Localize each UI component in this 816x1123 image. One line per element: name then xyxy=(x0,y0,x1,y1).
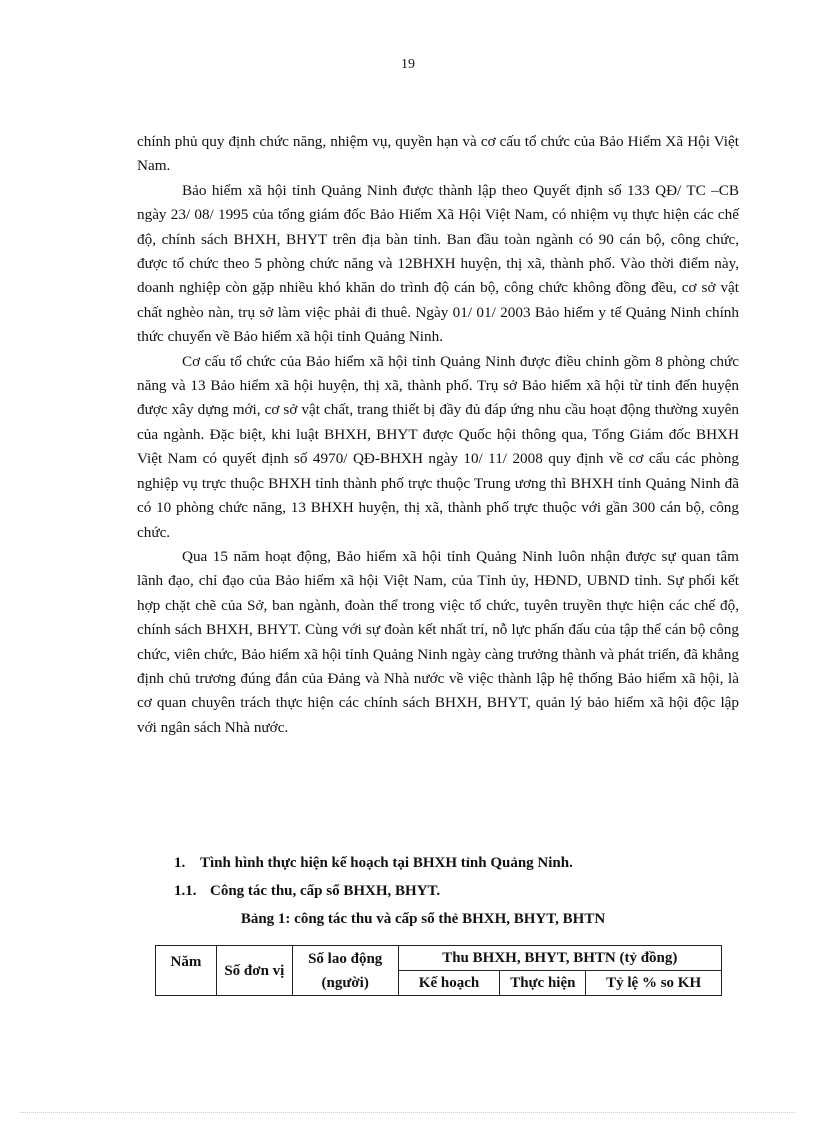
header-year: Năm xyxy=(156,946,217,996)
paragraph-organization: Cơ cấu tổ chức của Bảo hiểm xã hội tỉnh Quảng Ninh được điều chỉnh gồm 8 phòng chức năng và 13 Bảo hiểm xã hội huyện, thị xã, thành phố. Trụ sở Bảo hiểm xã hội từ tỉnh đến huyện được xây dựng mới, cơ sở vật chất, trang thiết bị đầy đủ đáp ứng nhu cầu hoạt động thường xuyên của ngành. Đặc biệt, khi luật BHXH, BHYT được Quốc hội thông qua, Tổng Giám đốc BHXH Việt Nam có quyết định số 4970/ QĐ-BHXH ngày 10/ 11/ 2008 quy định về cơ cấu các phòng nghiệp vụ trực thuộc BHXH tỉnh thành phố trực thuộc Trung ương thì BHXH tỉnh Quảng Ninh đã có 10 phòng chức năng, 13 BHXH huyện, thị xã, thành phố trực thuộc với gần 300 cán bộ, công chức. xyxy=(137,352,739,541)
header-actual: Thực hiện xyxy=(500,971,586,996)
header-workers xyxy=(292,946,398,996)
section-heading-1-text: Tình hình thực hiện kế hoạch tại BHXH tỉnh Quảng Ninh. xyxy=(200,855,573,871)
header-plan: Kế hoạch xyxy=(398,971,500,996)
collection-table xyxy=(155,945,722,996)
header-collection-group: Thu BHXH, BHYT, BHTN (tỷ đồng) xyxy=(398,946,721,971)
section-heading-1-1-number: 1.1. xyxy=(174,883,197,899)
paragraph-continuation: chính phủ quy định chức năng, nhiệm vụ, quyền hạn và cơ cấu tổ chức của Bảo Hiểm Xã Hội Việt Nam. xyxy=(137,133,739,175)
footer-divider xyxy=(20,1112,796,1113)
header-workers-line2: (người) xyxy=(321,974,369,991)
body-text xyxy=(137,130,739,740)
section-heading-1-1 xyxy=(174,883,734,900)
section-heading-1-1-text: Công tác thu, cấp sổ BHXH, BHYT. xyxy=(210,883,441,899)
header-units: Số đơn vị xyxy=(216,946,292,996)
table-header-row-1 xyxy=(156,946,722,971)
header-workers-line1: Số lao động xyxy=(308,950,383,967)
paragraph-achievements: Qua 15 năm hoạt động, Bảo hiểm xã hội tỉnh Quảng Ninh luôn nhận được sự quan tâm lãnh đạo, chỉ đạo của Bảo hiểm xã hội Việt Nam, của Tỉnh ủy, HĐND, UBND tỉnh. Sự phối kết hợp chặt chẽ của Sở, ban ngành, đoàn thể trong việc tổ chức, tuyên truyền thực hiện các chế độ, chính sách BHXH, BHYT. Cùng với sự đoàn kết nhất trí, nỗ lực phấn đấu của tập thể cán bộ công chức, viên chức, Bảo hiểm xã hội tỉnh Quảng Ninh ngày càng trưởng thành và phát triển, đã khẳng định chủ trương đúng đắn của Đảng và Nhà nước về việc thành lập hệ thống Bảo hiểm xã hội, là cơ quan chuyên trách thực hiện các chính sách BHXH, BHYT, quản lý bảo hiểm xã hội độc lập với ngân sách Nhà nước. xyxy=(137,547,739,736)
header-ratio: Tỷ lệ % so KH xyxy=(586,971,722,996)
page-number: 19 xyxy=(401,57,415,72)
section-heading-1 xyxy=(174,855,734,872)
paragraph-establishment: Bảo hiểm xã hội tỉnh Quảng Ninh được thành lập theo Quyết định số 133 QĐ/ TC –CB ngày 23/ 08/ 1995 của tổng giám đốc Bảo Hiểm Xã Hội Việt Nam, có nhiệm vụ thực hiện các chế độ, chính sách BHXH, BHYT trên địa bàn tỉnh. Ban đầu toàn ngành có 90 cán bộ, công chức, được tổ chức theo 5 phòng chức năng và 12BHXH huyện, thị xã, thành phố. Vào thời điểm này, doanh nghiệp còn gặp nhiều khó khăn do trình độ cán bộ, công chức không đồng đều, cơ sở vật chất nghèo nàn, trụ sở làm việc phải đi thuê. Ngày 01/ 01/ 2003 Bảo hiểm y tế Quảng Ninh chính thức chuyển về Bảo hiểm xã hội tỉnh Quảng Ninh. xyxy=(137,181,739,346)
table-caption: Bảng 1: công tác thu và cấp sổ thẻ BHXH, BHYT, BHTN xyxy=(240,911,606,927)
section-heading-1-number: 1. xyxy=(174,855,186,871)
